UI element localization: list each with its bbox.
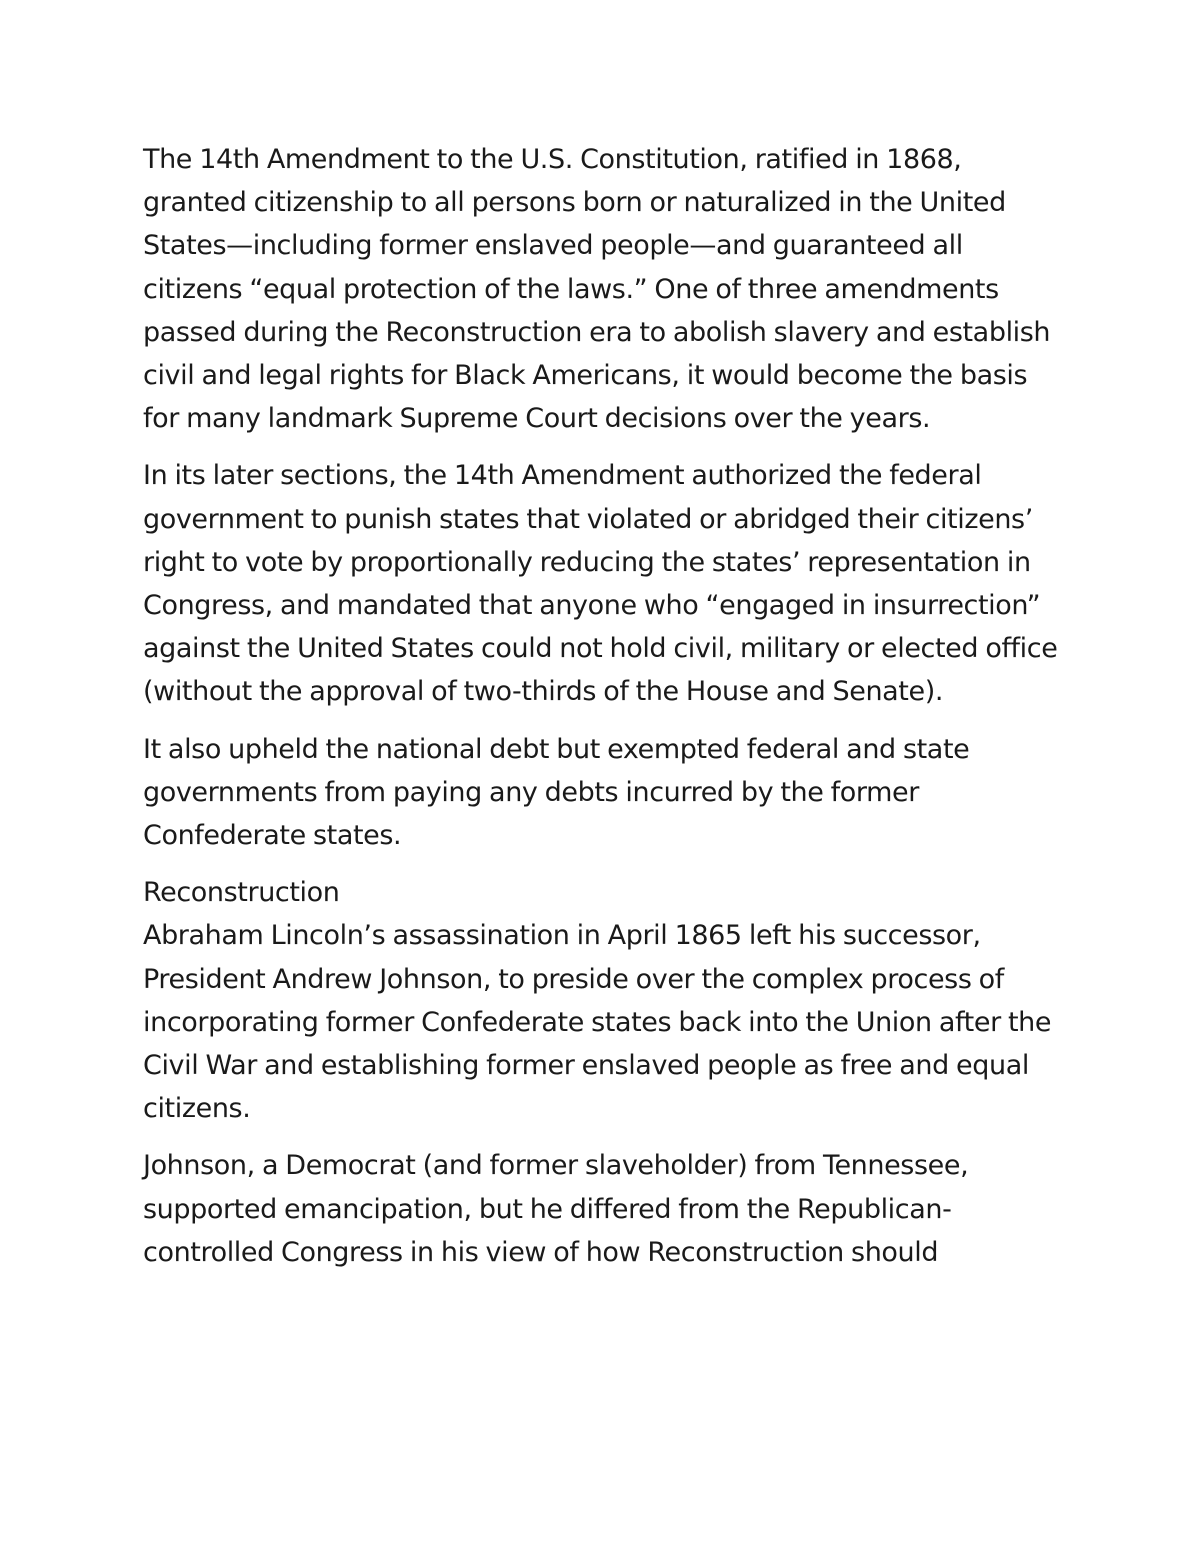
paragraph-later-sections: In its later sections, the 14th Amendment authorized the federal government to punish states that violated or abridged their citizens’ right to vote by proportionally reducing the states’ representation in Congress, and mandated that anyone who “engaged in insurrection” against the United States could not hold civil, military or elected office (without the approval of two-thirds of the House and Senate). xyxy=(143,460,1058,708)
paragraph-14th-amendment-intro: The 14th Amendment to the U.S. Constitution, ratified in 1868, granted citizenship to all persons born or naturalized in the United States—including former enslaved people—and guaranteed all citizens “equal protection of the laws.” One of three amendments passed during the Reconstruction era to abolish slavery and establish civil and legal rights for Black Americans, it would become the basis for many landmark Supreme Court decisions over the years. xyxy=(143,144,1051,435)
paragraph-lincoln-assassination: Abraham Lincoln’s assassination in April 1865 left his successor, President Andrew Johnson, to preside over the complex process of incorporating former Confederate states back into the Union after the Civil War and establishing former enslaved people as free and equal citizens. xyxy=(143,920,1052,1125)
section-heading-reconstruction: Reconstruction xyxy=(143,877,340,909)
paragraph-national-debt: It also upheld the national debt but exempted federal and state governments from paying any debts incurred by the former Confederate states. xyxy=(143,733,970,852)
paragraph-johnson: Johnson, a Democrat (and former slaveholder) from Tennessee, supported emancipation, but he differed from the Republican-controlled Congress in his view of how Reconstruction should xyxy=(143,1150,969,1268)
document-page xyxy=(143,138,1068,1274)
